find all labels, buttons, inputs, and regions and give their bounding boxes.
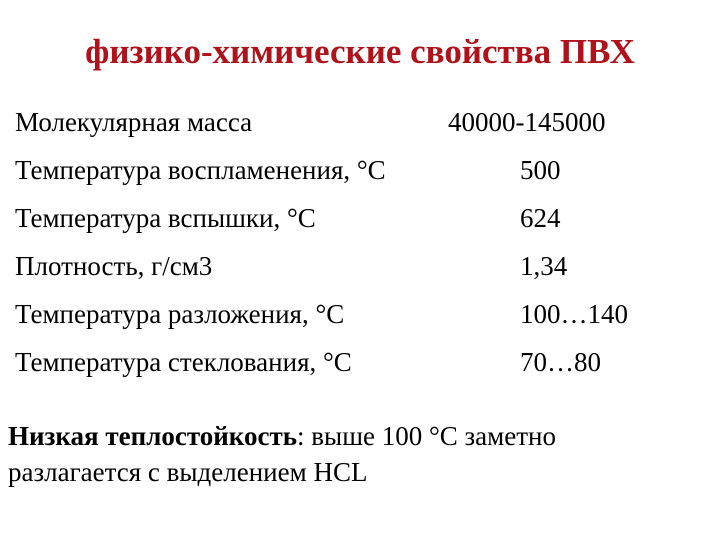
property-row-glass-transition-temperature — [15, 344, 695, 392]
property-name: Температура стеклования, °С — [15, 347, 352, 377]
note-emphasis: Низкая теплостойкость — [8, 421, 298, 451]
property-value: 500 — [520, 155, 561, 185]
property-value: 70…80 — [520, 347, 601, 377]
property-row-flash-temperature — [15, 200, 695, 248]
property-name: Температура вспышки, °С — [15, 203, 316, 233]
property-name: Молекулярная масса — [15, 107, 253, 137]
property-name: Температура воспламенения, °С — [15, 155, 386, 185]
property-row-density — [15, 248, 695, 296]
note-text: : выше 100 °С заметно — [297, 421, 556, 451]
property-value: 100…140 — [520, 299, 628, 329]
note-text-line2: разлагается с выделением HCL — [8, 457, 368, 487]
property-row-molecular-mass — [15, 104, 695, 152]
property-name: Температура разложения, °С — [15, 299, 345, 329]
property-name: Плотность, г/см3 — [15, 251, 213, 281]
property-value: 624 — [520, 203, 561, 233]
properties-list — [15, 104, 695, 392]
property-row-ignition-temperature — [15, 152, 695, 200]
heat-resistance-note — [8, 418, 708, 490]
property-row-decomposition-temperature — [15, 296, 695, 344]
slide-title: физико-химические свойства ПВХ — [85, 32, 635, 71]
property-value: 1,34 — [520, 251, 568, 281]
property-value: 40000-145000 — [448, 107, 606, 137]
